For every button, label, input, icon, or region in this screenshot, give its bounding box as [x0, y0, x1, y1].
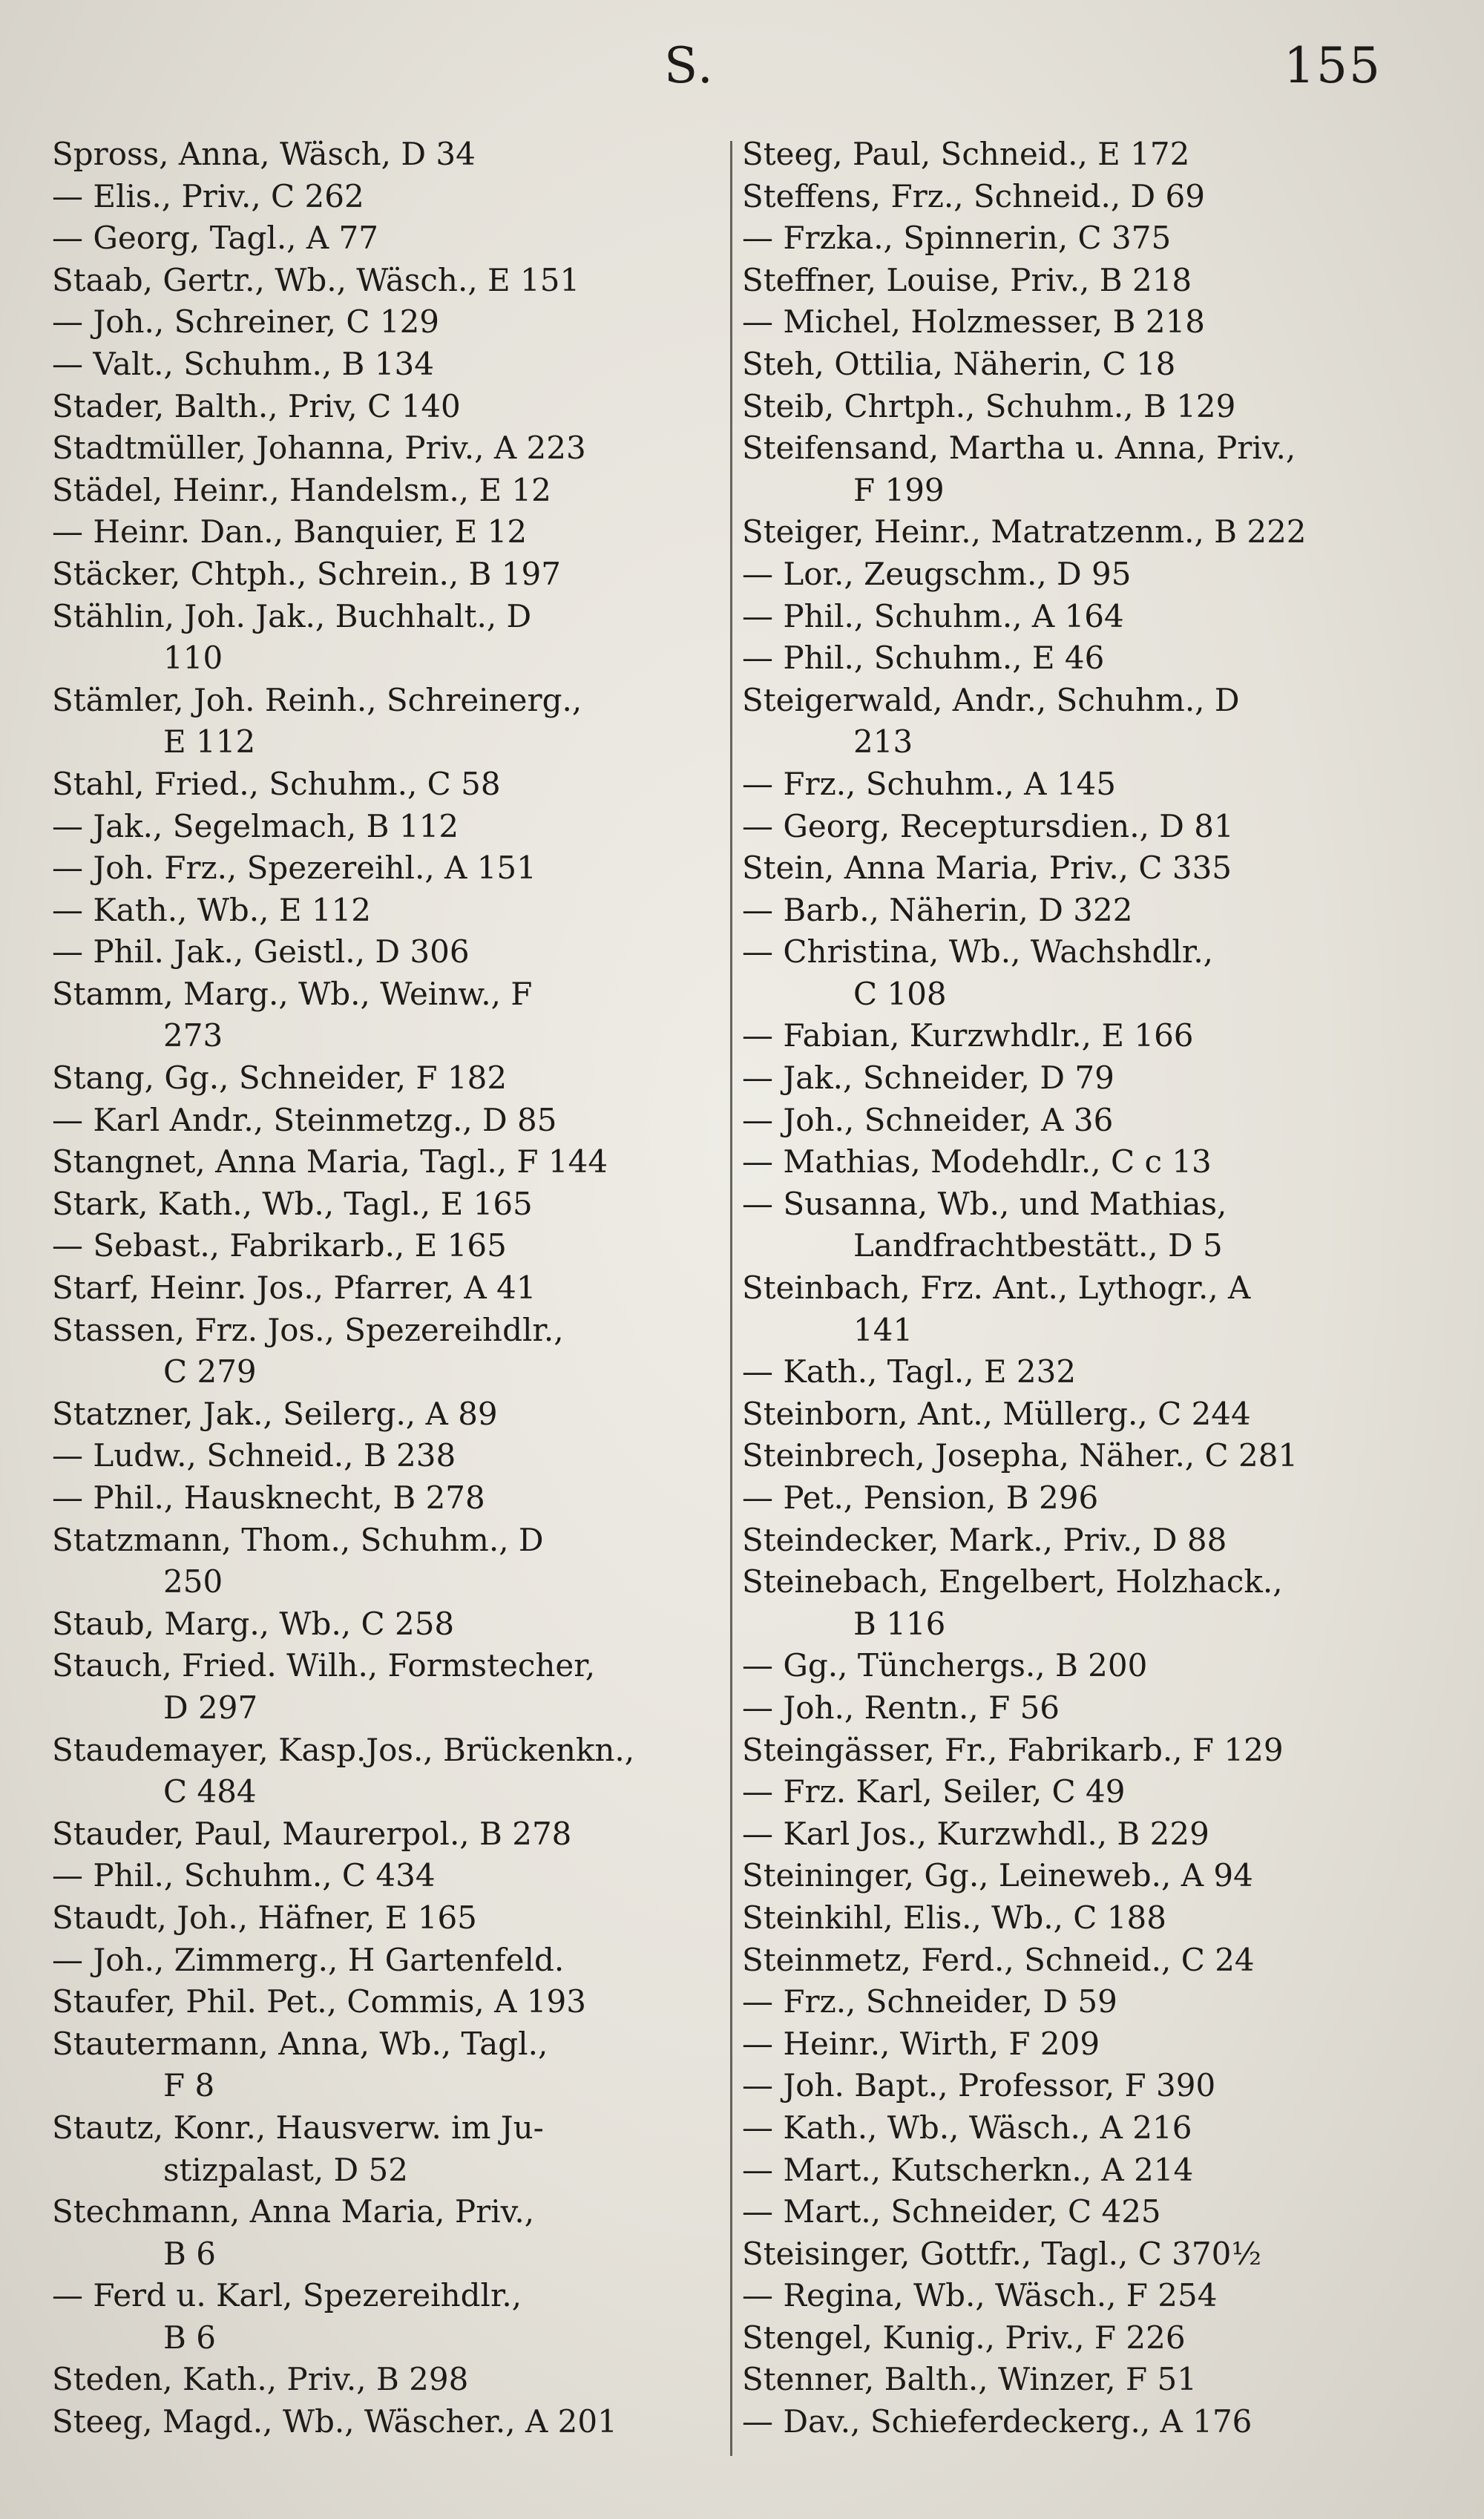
directory-entry: Stassen, Frz. Jos., Spezereihdlr., — [52, 1311, 564, 1348]
directory-entry: — Joh., Schreiner, C 129 — [52, 303, 440, 341]
directory-entry: Stautermann, Anna, Wb., Tagl., — [52, 2025, 548, 2062]
directory-entry: — Joh., Zimmerg., H Gartenfeld. — [52, 1941, 565, 1978]
directory-entry: Stenner, Balth., Winzer, F 51 — [742, 2361, 1197, 2398]
directory-entry: — Frz., Schneider, D 59 — [742, 1983, 1117, 2020]
directory-entry: C 279 — [163, 1353, 257, 1390]
directory-entry: Steininger, Gg., Leineweb., A 94 — [742, 1857, 1253, 1894]
directory-entry: — Kath., Wb., Wäsch., A 216 — [742, 2109, 1192, 2146]
directory-entry: — Christina, Wb., Wachshdlr., — [742, 933, 1214, 971]
directory-entry: Steinebach, Engelbert, Holzhack., — [742, 1563, 1283, 1600]
directory-entry: Steiger, Heinr., Matratzenm., B 222 — [742, 513, 1307, 551]
directory-entry: 250 — [163, 1563, 223, 1600]
directory-entry: — Phil., Schuhm., A 164 — [742, 597, 1124, 634]
directory-entry: Stauch, Fried. Wilh., Formstecher, — [52, 1647, 596, 1684]
directory-entry: — Frzka., Spinnerin, C 375 — [742, 220, 1172, 257]
directory-entry: B 6 — [163, 2235, 216, 2272]
directory-entry: Steinbrech, Josepha, Näher., C 281 — [742, 1437, 1298, 1474]
directory-entry: Stang, Gg., Schneider, F 182 — [52, 1060, 508, 1097]
directory-entry: Stäcker, Chtph., Schrein., B 197 — [52, 555, 561, 592]
directory-entry: — Valt., Schuhm., B 134 — [52, 345, 434, 382]
directory-entry: — Joh. Frz., Spezereihl., A 151 — [52, 850, 536, 887]
directory-entry: Staab, Gertr., Wb., Wäsch., E 151 — [52, 261, 580, 298]
column-divider — [730, 141, 732, 2456]
directory-entry: Stadtmüller, Johanna, Priv., A 223 — [52, 430, 586, 467]
directory-entry: B 6 — [163, 2319, 216, 2356]
directory-entry: Stark, Kath., Wb., Tagl., E 165 — [52, 1185, 533, 1222]
directory-entry: F 199 — [853, 471, 945, 508]
directory-entry: — Pet., Pension, B 296 — [742, 1479, 1099, 1516]
directory-entry: — Phil., Schuhm., C 434 — [52, 1857, 436, 1894]
directory-entry: — Barb., Näherin, D 322 — [742, 891, 1133, 928]
directory-entry: F 8 — [163, 2067, 215, 2104]
directory-entry: — Elis., Priv., C 262 — [52, 177, 364, 214]
directory-entry: — Jak., Schneider, D 79 — [742, 1060, 1114, 1097]
directory-entry: 110 — [163, 640, 223, 677]
directory-entry: — Kath., Wb., E 112 — [52, 891, 372, 928]
directory-entry: Steindecker, Mark., Priv., D 88 — [742, 1521, 1227, 1558]
directory-entry: Steingässer, Fr., Fabrikarb., F 129 — [742, 1731, 1284, 1768]
directory-entry: Steh, Ottilia, Näherin, C 18 — [742, 345, 1176, 382]
directory-entry: Staudemayer, Kasp.Jos., Brückenkn., — [52, 1731, 635, 1768]
directory-entry: — Joh., Schneider, A 36 — [742, 1101, 1114, 1138]
directory-entry: — Joh. Bapt., Professor, F 390 — [742, 2067, 1216, 2104]
directory-entry: — Joh., Rentn., F 56 — [742, 1689, 1060, 1726]
directory-entry: — Georg, Receptursdien., D 81 — [742, 807, 1234, 844]
directory-entry: Statzner, Jak., Seilerg., A 89 — [52, 1395, 498, 1432]
directory-entry: Stechmann, Anna Maria, Priv., — [52, 2193, 535, 2230]
directory-entry: — Michel, Holzmesser, B 218 — [742, 303, 1206, 341]
directory-entry: Steffens, Frz., Schneid., D 69 — [742, 177, 1205, 214]
directory-entry: Steeg, Paul, Schneid., E 172 — [742, 136, 1190, 172]
directory-entry: — Mart., Kutscherkn., A 214 — [742, 2151, 1194, 2188]
directory-entry: Spross, Anna, Wäsch, D 34 — [52, 136, 476, 172]
directory-entry: — Karl Jos., Kurzwhdl., B 229 — [742, 1815, 1209, 1852]
directory-entry: E 112 — [163, 723, 256, 761]
directory-entry: — Heinr. Dan., Banquier, E 12 — [52, 513, 528, 551]
directory-entry: — Georg, Tagl., A 77 — [52, 220, 378, 257]
directory-entry: Steifensand, Martha u. Anna, Priv., — [742, 430, 1296, 467]
directory-entry: Steinbach, Frz. Ant., Lythogr., A — [742, 1270, 1251, 1307]
directory-entry: — Phil., Schuhm., E 46 — [742, 640, 1105, 677]
directory-entry: — Ludw., Schneid., B 238 — [52, 1437, 456, 1474]
directory-entry: — Frz. Karl, Seiler, C 49 — [742, 1773, 1126, 1810]
directory-entry: Steden, Kath., Priv., B 298 — [52, 2361, 469, 2398]
directory-entry: — Sebast., Fabrikarb., E 165 — [52, 1227, 507, 1264]
directory-entry: Steeg, Magd., Wb., Wäscher., A 201 — [52, 2403, 617, 2440]
directory-entry: C 108 — [853, 975, 947, 1012]
directory-entry: Stählin, Joh. Jak., Buchhalt., D — [52, 597, 532, 634]
directory-entry: Steinborn, Ant., Müllerg., C 244 — [742, 1395, 1251, 1432]
directory-entry: — Phil., Hausknecht, B 278 — [52, 1479, 485, 1516]
directory-entry: Stangnet, Anna Maria, Tagl., F 144 — [52, 1143, 608, 1180]
directory-entry: B 116 — [853, 1605, 946, 1642]
right-column — [742, 134, 1432, 2443]
directory-entry: Staudt, Joh., Häfner, E 165 — [52, 1899, 477, 1936]
directory-entry: Landfrachtbestätt., D 5 — [853, 1227, 1223, 1264]
directory-entry: Stader, Balth., Priv, C 140 — [52, 387, 461, 424]
directory-entry: Stahl, Fried., Schuhm., C 58 — [52, 765, 501, 802]
directory-entry: 273 — [163, 1017, 223, 1054]
directory-entry: Stämler, Joh. Reinh., Schreinerg., — [52, 681, 582, 718]
directory-entry: Steffner, Louise, Priv., B 218 — [742, 261, 1192, 298]
directory-entry: 213 — [853, 723, 913, 761]
directory-entry: — Frz., Schuhm., A 145 — [742, 765, 1116, 802]
directory-entry: — Mathias, Modehdlr., C c 13 — [742, 1143, 1212, 1180]
directory-entry: Stamm, Marg., Wb., Weinw., F — [52, 975, 533, 1012]
directory-entry: Stengel, Kunig., Priv., F 226 — [742, 2319, 1186, 2356]
directory-entry: Steinkihl, Elis., Wb., C 188 — [742, 1899, 1166, 1936]
directory-entry: — Lor., Zeugschm., D 95 — [742, 555, 1132, 592]
directory-entry: stizpalast, D 52 — [163, 2151, 408, 2188]
directory-entry: Staub, Marg., Wb., C 258 — [52, 1605, 455, 1642]
left-column — [52, 134, 716, 2443]
section-letter: S. — [664, 37, 715, 94]
directory-entry: Städel, Heinr., Handelsm., E 12 — [52, 471, 551, 508]
directory-entry: — Susanna, Wb., und Mathias, — [742, 1185, 1227, 1222]
directory-entry: Stein, Anna Maria, Priv., C 335 — [742, 850, 1232, 887]
directory-entry: Steigerwald, Andr., Schuhm., D — [742, 681, 1240, 718]
directory-entry: Stautz, Konr., Hausverw. im Ju- — [52, 2109, 544, 2146]
directory-entry: Statzmann, Thom., Schuhm., D — [52, 1521, 544, 1558]
directory-entry: — Gg., Tünchergs., B 200 — [742, 1647, 1148, 1684]
directory-entry: — Phil. Jak., Geistl., D 306 — [52, 933, 470, 971]
directory-entry: — Karl Andr., Steinmetzg., D 85 — [52, 1101, 557, 1138]
directory-entry: Starf, Heinr. Jos., Pfarrer, A 41 — [52, 1270, 536, 1307]
directory-entry: Staufer, Phil. Pet., Commis, A 193 — [52, 1983, 586, 2020]
directory-entry: 141 — [853, 1311, 913, 1348]
directory-entry: — Ferd u. Karl, Spezereihdlr., — [52, 2277, 522, 2314]
directory-entry: Steisinger, Gottfr., Tagl., C 370½ — [742, 2235, 1262, 2272]
page-number: 155 — [1284, 37, 1382, 94]
directory-entry: — Jak., Segelmach, B 112 — [52, 807, 459, 844]
directory-entry: — Heinr., Wirth, F 209 — [742, 2025, 1100, 2062]
directory-entry: D 297 — [163, 1689, 258, 1726]
directory-entry: — Kath., Tagl., E 232 — [742, 1353, 1077, 1390]
directory-entry: Steinmetz, Ferd., Schneid., C 24 — [742, 1941, 1255, 1978]
directory-entry: — Regina, Wb., Wäsch., F 254 — [742, 2277, 1218, 2314]
directory-entry: — Fabian, Kurzwhdlr., E 166 — [742, 1017, 1194, 1054]
directory-entry: Steib, Chrtph., Schuhm., B 129 — [742, 387, 1236, 424]
directory-entry: — Mart., Schneider, C 425 — [742, 2193, 1161, 2230]
directory-entry: C 484 — [163, 1773, 257, 1810]
directory-entry: Stauder, Paul, Maurerpol., B 278 — [52, 1815, 572, 1852]
directory-entry: — Dav., Schieferdeckerg., A 176 — [742, 2403, 1252, 2440]
